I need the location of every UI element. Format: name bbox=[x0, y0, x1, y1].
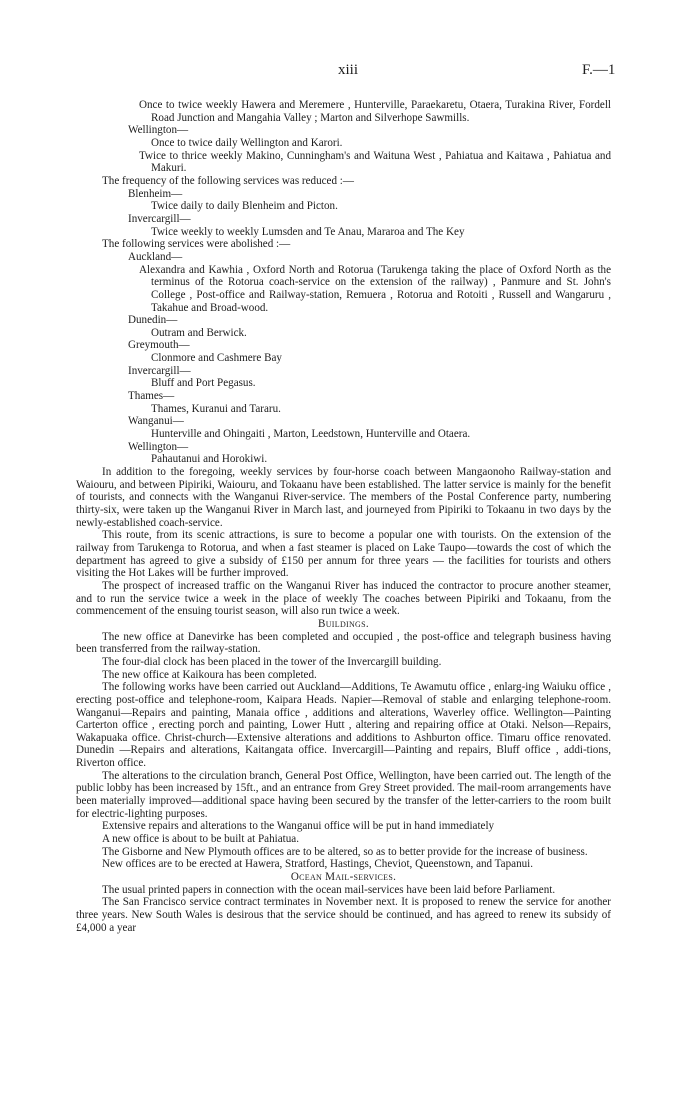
paragraph: Hunterville and Ohingaiti , Marton, Leedstown, Hunterville and Otaera. bbox=[151, 428, 471, 441]
section-heading: Ocean Mail-services. bbox=[290, 871, 397, 884]
paragraph: The San Francisco service contract terminates in November next. It is proposed to renew the service for another three years. New South Wales is desirous that the service should be continued, and has agreed to renew its subsidy of £4,000 a year bbox=[76, 896, 611, 934]
paragraph: New offices are to be erected at Hawera, Stratford, Hastings, Cheviot, Queenstown, and Tapanui. bbox=[102, 858, 534, 871]
page-number: xiii bbox=[338, 62, 359, 78]
paragraph: Once to twice weekly Hawera and Meremere , Hunterville, Paraekaretu, Otaera, Turakina River, Fordell Road Junction and Mangahia Valley ; Marton and Silverhope Sawmills. bbox=[139, 99, 611, 124]
paragraph: The prospect of increased traffic on the Wanganui River has induced the contractor to procure another steamer, and to run the service twice a week in the place of weekly The coaches between Pipiriki and Tokaanu, from the commencement of the ensuing tourist season, will also run twice a week. bbox=[76, 579, 611, 618]
district-heading: Wanganui— bbox=[128, 415, 184, 428]
paragraph: The alterations to the circulation branch, General Post Office, Wellington, have been carried out. The length of the public lobby has been increased by 15ft., and an entrance from Grey Street provided. The mail-room arrangements have been materially improved—additional space having been secured by the transfer of the letter-carriers to the room built for electric-lighting purposes. bbox=[76, 769, 611, 820]
paragraph: Extensive repairs and alterations to the Wanganui office will be put in hand immediately bbox=[102, 820, 495, 833]
district-heading: Wellington— bbox=[128, 440, 189, 453]
paragraph: The usual printed papers in connection with the ocean mail-services have been laid before Parliament. bbox=[102, 883, 556, 896]
paragraph: In addition to the foregoing, weekly services by four-horse coach between Mangaonoho Railway-station and Waiouru, and between Pipiriki, Waiouru, and Tokaanu have been established. The latter service is mainly for the benefit of tourists, and connects with the Wanganui River-service. The members of the Postal Conference party, numbering thirty-six, were taken up the Wanganui River in March last, and journeyed from Pipiriki to Tokaanu in two days by the newly-established coach-service. bbox=[76, 466, 611, 529]
district-heading: Thames— bbox=[128, 390, 175, 403]
paragraph: The new office at Kaikoura has been completed. bbox=[102, 668, 317, 681]
paragraph: The following works have been carried out Auckland—Additions, Te Awamutu office , enlarg-ing Waiuku office , erecting post-office and telephone-room, Kaipara Heads. Napier—Removal of stable and enlarging telephone-room. Wanganui—Repairs and painting, Manaia office , additions and alterations, Waverley office. Wellington—Painting Carterton office , erecting porch and painting, Lower Hutt , altering and repairing office at Otaki. Nelson—Repairs, Wakapuaka office. Christ-church—Extensive alterations and additions to Ashburton office. Timaru office renovated. Dunedin —Repairs and alterations, Kaitangata office. Invercargill—Painting and repairs, Bluff office , addi-tions, Riverton office. bbox=[76, 681, 611, 770]
paragraph: Thames, Kuranui and Tararu. bbox=[151, 402, 281, 415]
paragraph: Twice to thrice weekly Makino, Cunningham's and Waituna West , Pahiatua and Kaitawa , Pahiatua and Makuri. bbox=[139, 149, 611, 175]
paragraph: The frequency of the following services was reduced :— bbox=[102, 174, 354, 187]
paragraph: Twice daily to daily Blenheim and Picton. bbox=[151, 200, 338, 213]
paragraph: The four-dial clock has been placed in the tower of the Invercargill building. bbox=[102, 655, 442, 668]
paragraph: Clonmore and Cashmere Bay bbox=[151, 352, 282, 365]
district-heading: Invercargill— bbox=[128, 212, 191, 225]
district-heading: Invercargill— bbox=[128, 364, 191, 377]
page-body bbox=[76, 66, 611, 934]
paragraph: Outram and Berwick. bbox=[151, 326, 247, 339]
paragraph: Twice weekly to weekly Lumsden and Te Anau, Mararoa and The Key bbox=[151, 225, 465, 238]
paragraph: Alexandra and Kawhia , Oxford North and Rotorua (Tarukenga taking the place of Oxford North as the terminus of the Rotorua coach-service on the extension of the railway) , Panmure and St. John's College , Post-office and Railway-station, Remuera , Rotorua and Rotoiti , Russell and Wangaruru , Takahue and Broad-wood. bbox=[139, 263, 611, 314]
paragraph: The Gisborne and New Plymouth offices are to be altered, so as to better provide for the increase of business. bbox=[102, 845, 588, 858]
paragraph: Pahautanui and Horokiwi. bbox=[151, 453, 268, 466]
paragraph: A new office is about to be built at Pahiatua. bbox=[102, 833, 299, 846]
section-heading: Buildings. bbox=[318, 617, 369, 630]
district-heading: Auckland— bbox=[128, 250, 183, 263]
district-heading: Blenheim— bbox=[128, 187, 183, 200]
district-heading: Dunedin— bbox=[128, 314, 178, 327]
district-heading: Wellington— bbox=[128, 124, 189, 137]
district-heading: Greymouth— bbox=[128, 339, 190, 352]
paragraph: Once to twice daily Wellington and Karori. bbox=[151, 136, 343, 149]
paragraph: This route, from its scenic attractions, is sure to become a popular one with tourists. On the extension of the railway from Tarukenga to Rotorua, and when a fast steamer is placed on Lake Taupo—towards the cost of which the department has agreed to give a subsidy of £150 per annum for three years — the facilities for tourists and others visiting the Hot Lakes will be further improved. bbox=[76, 529, 611, 580]
paragraph: The following services were abolished :— bbox=[102, 238, 291, 251]
document-reference: F.—1 bbox=[582, 62, 616, 78]
paragraph: Bluff and Port Pegasus. bbox=[151, 377, 256, 390]
paragraph: The new office at Danevirke has been completed and occupied , the post-office and telegraph business having been transferred from the railway-station. bbox=[76, 630, 611, 656]
